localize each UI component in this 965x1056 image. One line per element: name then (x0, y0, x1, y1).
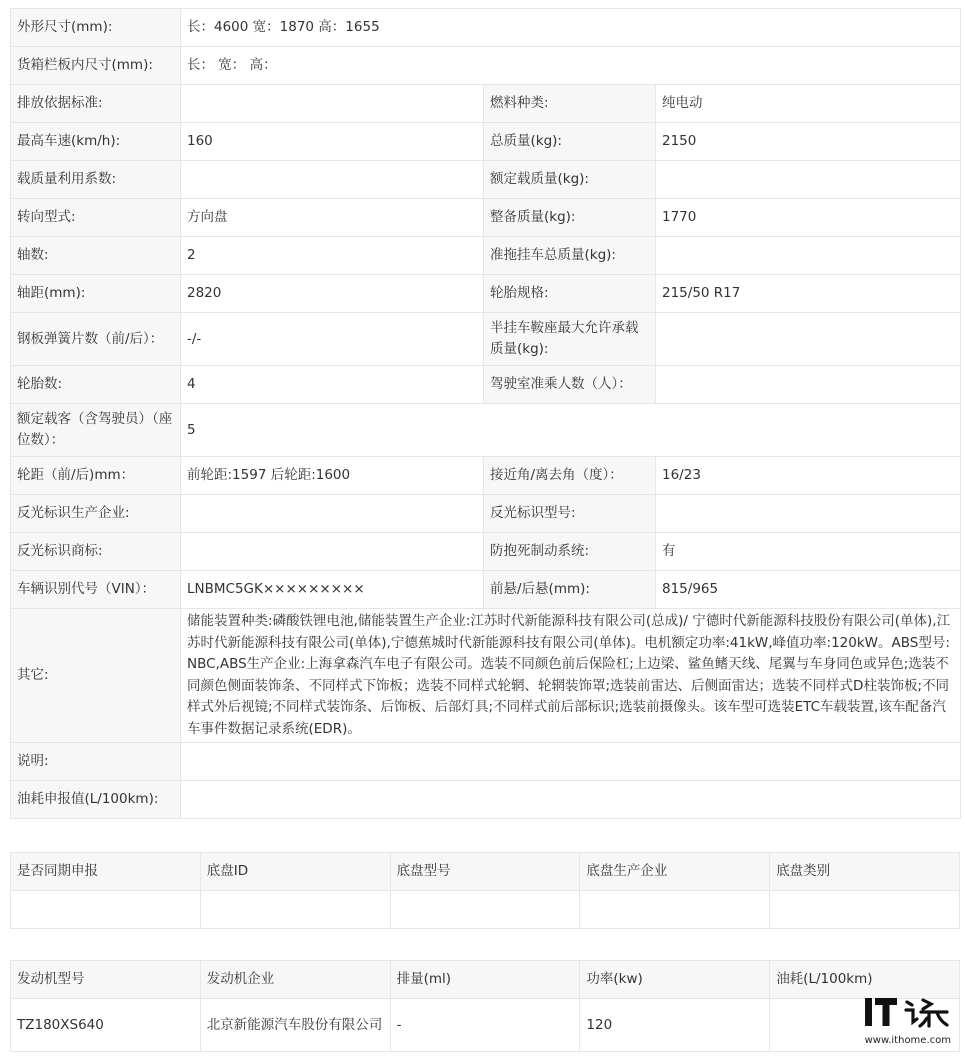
spec-label: 反光标识生产企业: (11, 495, 181, 533)
spec-label: 整备质量(kg): (484, 199, 656, 237)
spec-value: 长： 宽： 高： (181, 47, 961, 85)
spec-value: 1770 (656, 199, 961, 237)
spec-label: 防抱死制动系统: (484, 533, 656, 571)
chassis-data-cell (770, 891, 960, 929)
engine-model-cell: TZ180XS640 (11, 999, 201, 1052)
spec-value: 纯电动 (656, 85, 961, 123)
spec-value: 方向盘 (181, 199, 484, 237)
spec-value (656, 237, 961, 275)
spec-label: 载质量利用系数: (11, 161, 181, 199)
spec-label: 轴距(mm): (11, 275, 181, 313)
spec-label: 最高车速(km/h): (11, 123, 181, 161)
spec-value (181, 161, 484, 199)
spec-value (181, 85, 484, 123)
spec-value (656, 313, 961, 366)
spec-row (11, 457, 961, 495)
spec-row (11, 123, 961, 161)
engine-header-row (11, 961, 960, 999)
spec-label: 排放依据标准: (11, 85, 181, 123)
spec-label: 车辆识别代号（VIN）： (11, 571, 181, 609)
chassis-header-cell: 底盘生产企业 (580, 853, 770, 891)
spec-label: 前悬/后悬(mm): (484, 571, 656, 609)
spec-label: 总质量(kg): (484, 123, 656, 161)
spec-value (656, 366, 961, 404)
spec-value (656, 161, 961, 199)
spec-row (11, 743, 961, 781)
chassis-data-row (11, 891, 960, 929)
spec-label: 轮距（前/后)mm： (11, 457, 181, 495)
spec-row (11, 237, 961, 275)
spec-label: 准拖挂车总质量(kg): (484, 237, 656, 275)
spec-value: 5 (181, 404, 961, 457)
chassis-header-row (11, 853, 960, 891)
spec-label: 其它: (11, 609, 181, 743)
spec-row (11, 199, 961, 237)
spec-label: 轮胎规格: (484, 275, 656, 313)
watermark-url: www.ithome.com (864, 1035, 951, 1046)
spec-value: 长：4600 宽：1870 高：1655 (181, 9, 961, 47)
spec-row (11, 85, 961, 123)
chassis-data-cell (11, 891, 201, 929)
spec-label: 轮胎数: (11, 366, 181, 404)
spec-row (11, 47, 961, 85)
spec-value: LNBMC5GK××××××××× (181, 571, 484, 609)
chassis-data-cell (580, 891, 770, 929)
spec-row (11, 533, 961, 571)
engine-header-cell: 功率(kw) (580, 961, 770, 999)
spec-label: 反光标识型号: (484, 495, 656, 533)
engine-header-cell: 发动机型号 (11, 961, 201, 999)
spec-value (181, 781, 961, 819)
chassis-table (10, 852, 960, 929)
spec-value: 16/23 (656, 457, 961, 495)
spec-value: 2150 (656, 123, 961, 161)
chassis-header-cell: 底盘类别 (770, 853, 960, 891)
spec-label: 货箱栏板内尺寸(mm): (11, 47, 181, 85)
spec-label: 额定载客（含驾驶员）（座位数）： (11, 404, 181, 457)
spec-value: 160 (181, 123, 484, 161)
spec-value: 815/965 (656, 571, 961, 609)
spec-value: 有 (656, 533, 961, 571)
spec-label: 转向型式: (11, 199, 181, 237)
spec-label: 轴数: (11, 237, 181, 275)
spec-row (11, 313, 961, 366)
ithome-watermark (863, 996, 953, 1046)
spec-label: 驾驶室准乘人数（人）： (484, 366, 656, 404)
spec-row (11, 161, 961, 199)
spec-row (11, 366, 961, 404)
spec-value (656, 495, 961, 533)
ithome-logo-icon (863, 996, 953, 1030)
spec-value (181, 495, 484, 533)
spec-value: 前轮距:1597 后轮距:1600 (181, 457, 484, 495)
engine-displacement-cell: - (390, 999, 580, 1052)
spec-label: 钢板弹簧片数（前/后）： (11, 313, 181, 366)
spec-value: -/- (181, 313, 484, 366)
spec-label: 额定载质量(kg): (484, 161, 656, 199)
chassis-data-cell (390, 891, 580, 929)
engine-header-cell: 油耗(L/100km) (770, 961, 960, 999)
engine-table (10, 960, 960, 1052)
spec-label: 外形尺寸(mm): (11, 9, 181, 47)
engine-power-cell: 120 (580, 999, 770, 1052)
spec-value: 4 (181, 366, 484, 404)
chassis-header-cell: 底盘型号 (390, 853, 580, 891)
spec-row (11, 571, 961, 609)
spec-value: 2 (181, 237, 484, 275)
spec-label: 油耗申报值(L/100km): (11, 781, 181, 819)
spec-row (11, 495, 961, 533)
spec-label: 反光标识商标: (11, 533, 181, 571)
spec-row (11, 781, 961, 819)
engine-header-cell: 发动机企业 (200, 961, 390, 999)
spec-label: 燃料种类: (484, 85, 656, 123)
spec-row (11, 9, 961, 47)
spec-row (11, 404, 961, 457)
spec-value: 2820 (181, 275, 484, 313)
engine-maker-cell: 北京新能源汽车股份有限公司 (200, 999, 390, 1052)
engine-header-cell: 排量(ml) (390, 961, 580, 999)
spec-row (11, 275, 961, 313)
spec-label: 说明: (11, 743, 181, 781)
spec-notes-value: 储能装置种类:磷酸铁锂电池,储能装置生产企业:江苏时代新能源科技有限公司(总成)/ 宁德时代新能源科技股份有限公司(单体),江苏时代新能源科技有限公司(单体),宁德蕉城时代新能源科技有限公司(单体)。电机额定功率:41kW,峰值功率:120kW。ABS型号:NBC,ABS生产企业:上海拿森汽车电子有限公司。选装不同颜色前后保险杠;上边梁、鲨鱼鳍天线、尾翼与车身同色或异色;选装不同颜色侧面装饰条、不同样式下饰板；选装不同样式轮辋、轮辋装饰罩;选装前雷达、后侧面雷达；选装不同样式D柱装饰板;不同样式外后视镜;不同样式装饰条、后饰板、后部灯具;不同样式前后部标识;选装前摄像头。该车型可选装ETC车载装置,该车配备汽车事件数据记录系统(EDR)。 (181, 609, 961, 743)
spec-value: 215/50 R17 (656, 275, 961, 313)
spec-table-body (11, 9, 961, 819)
spec-row (11, 609, 961, 743)
chassis-data-cell (200, 891, 390, 929)
chassis-header-cell: 是否同期申报 (11, 853, 201, 891)
spec-value (181, 533, 484, 571)
chassis-header-cell: 底盘ID (200, 853, 390, 891)
spec-value (181, 743, 961, 781)
engine-data-row (11, 999, 960, 1052)
spec-label: 半挂车鞍座最大允许承载质量(kg): (484, 313, 656, 366)
spec-table (10, 8, 961, 819)
spec-label: 接近角/离去角（度）： (484, 457, 656, 495)
